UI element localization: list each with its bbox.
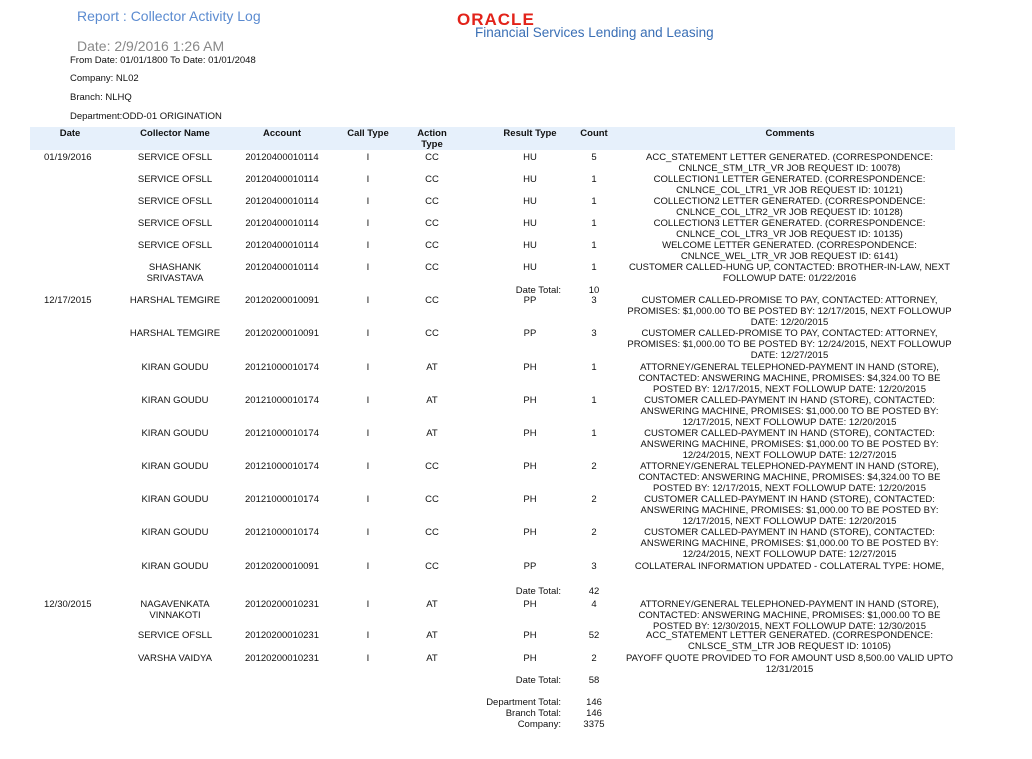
result-type: PH [523,630,537,641]
call-type: I [366,599,370,610]
call-type: I [366,494,370,505]
row-date: 01/19/2016 [44,152,92,163]
result-type: PH [523,527,537,538]
count: 4 [591,599,597,610]
comment: ACC_STATEMENT LETTER GENERATED. (CORRESPONDENCE: CNLNCE_STM_LTR_VR JOB REQUEST ID: 10078) [646,152,933,174]
collector-name: VARSHA VAIDYA [138,653,212,664]
col-account: Account [263,128,301,139]
result-type: HU [523,262,537,273]
result-type: PP [523,561,537,572]
total-value: 3375 [583,719,605,730]
account-number: 20120400010114 [245,152,319,163]
call-type: I [366,218,370,229]
collector-name: SERVICE OFSLL [137,240,213,251]
comment: CUSTOMER CALLED-PROMISE TO PAY, CONTACTED: ATTORNEY, PROMISES: $1,000.00 TO BE POSTED BY: 12/24/2015, NEXT FOLLOWUP DATE: 12/27/2015 [627,328,952,361]
comment: ATTORNEY/GENERAL TELEPHONED-PAYMENT IN HAND (STORE), CONTACTED: ANSWERING MACHINE, PROMISES: $4,324.00 TO BE POSTED BY: 12/17/2015, NEXT FOLLOWUP DATE: 12/20/2015 [638,362,941,395]
collector-name: SERVICE OFSLL [137,174,213,185]
comment: CUSTOMER CALLED-PAYMENT IN HAND (STORE), CONTACTED: ANSWERING MACHINE, PROMISES: $1,000.00 TO BE POSTED BY: 12/24/2015, NEXT FOLLOWUP DATE: 12/27/2015 [640,428,939,461]
action-type: CC [425,196,439,207]
oracle-logo: ORACLE [457,10,535,29]
collector-name: SHASHANK SRIVASTAVA [146,262,204,284]
account-number: 20120400010114 [245,262,319,273]
count: 1 [591,428,597,439]
comment: ATTORNEY/GENERAL TELEPHONED-PAYMENT IN HAND (STORE), CONTACTED: ANSWERING MACHINE, PROMISES: $1,000.00 TO BE POSTED BY: 12/30/2015, NEXT FOLLOWUP DATE: 12/30/2015 [638,599,941,632]
action-type: CC [425,262,439,273]
action-type: CC [425,561,439,572]
col-action-type: Action Type [417,128,447,150]
count: 52 [588,630,600,641]
total-label: Department Total: [486,697,561,708]
total-label: Date Total: [515,285,561,296]
comment: WELCOME LETTER GENERATED. (CORRESPONDENCE: CNLNCE_WEL_LTR_VR JOB REQUEST ID: 6141) [662,240,917,262]
count: 2 [591,527,597,538]
col-count: Count [580,128,608,139]
call-type: I [366,295,370,306]
total-value: 10 [588,285,600,296]
count: 3 [591,295,597,306]
branch-label: Branch: NLHQ [70,92,132,103]
count: 1 [591,262,597,273]
col-call-type: Call Type [347,128,389,139]
action-type: CC [425,295,439,306]
collector-name: HARSHAL TEMGIRE [129,328,221,339]
account-number: 20120200010231 [245,653,319,664]
collector-name: SERVICE OFSLL [137,630,213,641]
call-type: I [366,428,370,439]
call-type: I [366,395,370,406]
company-label: Company: NL02 [70,73,139,84]
result-type: PP [523,295,537,306]
date-range: From Date: 01/01/1800 To Date: 01/01/2048 [70,55,256,66]
count: 5 [591,152,597,163]
call-type: I [366,174,370,185]
account-number: 20120400010114 [245,174,319,185]
row-date: 12/30/2015 [44,599,92,610]
comment: CUSTOMER CALLED-HUNG UP, CONTACTED: BROTHER-IN-LAW, NEXT FOLLOWUP DATE: 01/22/2016 [628,262,951,284]
result-type: HU [523,218,537,229]
collector-name: KIRAN GOUDU [141,494,209,505]
comment: ATTORNEY/GENERAL TELEPHONED-PAYMENT IN HAND (STORE), CONTACTED: ANSWERING MACHINE, PROMISES: $4,324.00 TO BE POSTED BY: 12/17/2015, NEXT FOLLOWUP DATE: 12/20/2015 [638,461,941,494]
total-label: Branch Total: [505,708,561,719]
col-comments: Comments [765,128,815,139]
result-type: PH [523,494,537,505]
account-number: 20121000010174 [245,395,319,406]
account-number: 20120200010231 [245,599,319,610]
col-collector: Collector Name [140,128,210,139]
call-type: I [366,328,370,339]
comment: CUSTOMER CALLED-PROMISE TO PAY, CONTACTED: ATTORNEY, PROMISES: $1,000.00 TO BE POSTED BY: 12/17/2015, NEXT FOLLOWUP DATE: 12/20/2015 [627,295,952,328]
row-date: 12/17/2015 [44,295,92,306]
action-type: CC [425,152,439,163]
count: 3 [591,561,597,572]
total-label: Company: [517,719,561,730]
account-number: 20120400010114 [245,196,319,207]
account-number: 20120200010091 [245,328,319,339]
account-number: 20121000010174 [245,494,319,505]
action-type: AT [426,599,438,610]
result-type: PH [523,461,537,472]
comment: ACC_STATEMENT LETTER GENERATED. (CORRESPONDENCE: CNLSCE_STM_LTR JOB REQUEST ID: 10105) [646,630,933,652]
collector-name: NAGAVENKATA VINNAKOTI [140,599,210,621]
account-number: 20121000010174 [245,362,319,373]
collector-name: SERVICE OFSLL [137,196,213,207]
account-number: 20120400010114 [245,218,319,229]
count: 2 [591,653,597,664]
comment: COLLATERAL INFORMATION UPDATED - COLLATERAL TYPE: HOME, [634,561,945,572]
call-type: I [366,262,370,273]
comment: CUSTOMER CALLED-PAYMENT IN HAND (STORE), CONTACTED: ANSWERING MACHINE, PROMISES: $1,000.00 TO BE POSTED BY: 12/17/2015, NEXT FOLLOWUP DATE: 12/20/2015 [640,494,939,527]
collector-name: KIRAN GOUDU [141,395,209,406]
result-type: HU [523,152,537,163]
action-type: AT [426,362,438,373]
account-number: 20121000010174 [245,461,319,472]
comment: PAYOFF QUOTE PROVIDED TO FOR AMOUNT USD 8,500.00 VALID UPTO 12/31/2015 [625,653,954,675]
col-result-type: Result Type [503,128,557,139]
action-type: CC [425,328,439,339]
count: 2 [591,461,597,472]
collector-name: SERVICE OFSLL [137,152,213,163]
call-type: I [366,152,370,163]
comment: COLLECTION1 LETTER GENERATED. (CORRESPONDENCE: CNLNCE_COL_LTR1_VR JOB REQUEST ID: 10121) [653,174,926,196]
report-title: Report : Collector Activity Log [77,8,261,24]
result-type: PP [523,328,537,339]
account-number: 20120400010114 [245,240,319,251]
account-number: 20120200010231 [245,630,319,641]
result-type: HU [523,196,537,207]
action-type: CC [425,527,439,538]
count: 1 [591,174,597,185]
total-value: 42 [588,586,600,597]
call-type: I [366,240,370,251]
count: 3 [591,328,597,339]
action-type: AT [426,428,438,439]
total-label: Date Total: [515,586,561,597]
comment: COLLECTION3 LETTER GENERATED. (CORRESPONDENCE: CNLNCE_COL_LTR3_VR JOB REQUEST ID: 10135) [653,218,926,240]
result-type: PH [523,599,537,610]
total-value: 58 [588,675,600,686]
collector-name: KIRAN GOUDU [141,561,209,572]
account-number: 20120200010091 [245,561,319,572]
action-type: CC [425,240,439,251]
call-type: I [366,527,370,538]
call-type: I [366,362,370,373]
count: 1 [591,218,597,229]
collector-name: KIRAN GOUDU [141,362,209,373]
result-type: HU [523,240,537,251]
result-type: PH [523,428,537,439]
account-number: 20120200010091 [245,295,319,306]
total-value: 146 [586,697,602,708]
action-type: CC [425,461,439,472]
total-value: 146 [586,708,602,719]
action-type: AT [426,653,438,664]
call-type: I [366,653,370,664]
col-date: Date [59,128,81,139]
collector-name: KIRAN GOUDU [141,461,209,472]
collector-name: KIRAN GOUDU [141,527,209,538]
comment: CUSTOMER CALLED-PAYMENT IN HAND (STORE), CONTACTED: ANSWERING MACHINE, PROMISES: $1,000.00 TO BE POSTED BY: 12/24/2015, NEXT FOLLOWUP DATE: 12/27/2015 [640,527,939,560]
call-type: I [366,630,370,641]
action-type: AT [426,630,438,641]
call-type: I [366,561,370,572]
action-type: CC [425,494,439,505]
account-number: 20121000010174 [245,527,319,538]
total-label: Date Total: [515,675,561,686]
action-type: CC [425,174,439,185]
collector-name: HARSHAL TEMGIRE [129,295,221,306]
report-date: Date: 2/9/2016 1:26 AM [77,38,225,54]
call-type: I [366,196,370,207]
account-number: 20121000010174 [245,428,319,439]
result-type: HU [523,174,537,185]
collector-name: SERVICE OFSLL [137,218,213,229]
count: 1 [591,362,597,373]
result-type: PH [523,653,537,664]
department-label: Department:ODD-01 ORIGINATION [70,111,222,122]
comment: COLLECTION2 LETTER GENERATED. (CORRESPONDENCE: CNLNCE_COL_LTR2_VR JOB REQUEST ID: 10128) [653,196,926,218]
result-type: PH [523,362,537,373]
comment: CUSTOMER CALLED-PAYMENT IN HAND (STORE), CONTACTED: ANSWERING MACHINE, PROMISES: $1,000.00 TO BE POSTED BY: 12/17/2015, NEXT FOLLOWUP DATE: 12/20/2015 [640,395,939,428]
count: 1 [591,395,597,406]
action-type: AT [426,395,438,406]
count: 1 [591,196,597,207]
count: 1 [591,240,597,251]
action-type: CC [425,218,439,229]
call-type: I [366,461,370,472]
count: 2 [591,494,597,505]
brand-subtitle: Financial Services Lending and Leasing [475,25,714,40]
collector-name: KIRAN GOUDU [141,428,209,439]
result-type: PH [523,395,537,406]
